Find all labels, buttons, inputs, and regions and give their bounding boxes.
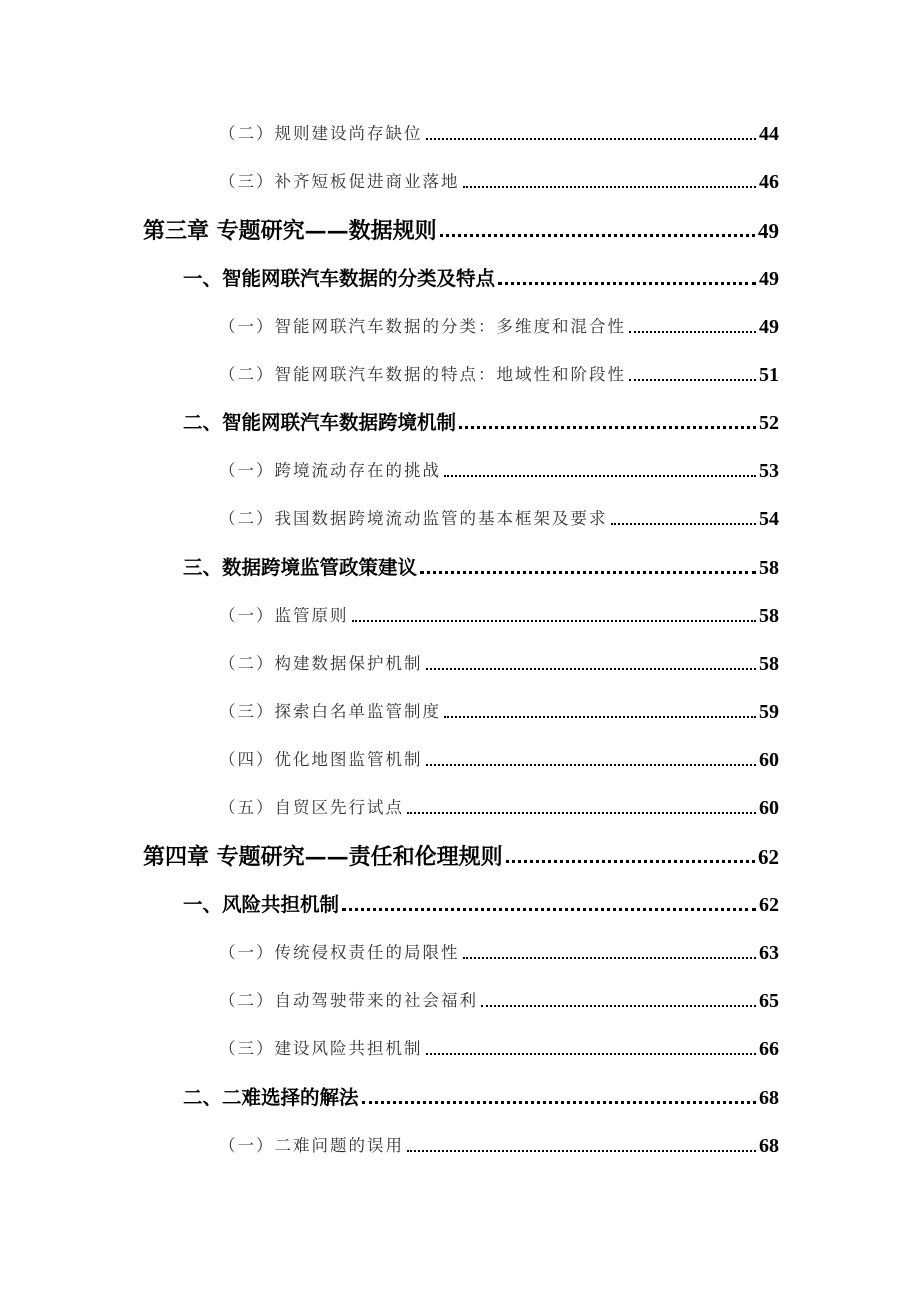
dot-leader: [440, 234, 755, 237]
toc-entry-page: 59: [759, 701, 779, 723]
toc-entry-page: 68: [759, 1087, 779, 1109]
toc-entry-title: （一）跨境流动存在的挑战: [219, 461, 441, 480]
toc-entry[interactable]: [219, 745, 779, 775]
toc-entry-page: 49: [758, 219, 779, 243]
toc-entry[interactable]: [219, 456, 779, 486]
toc-entry-title: （二）构建数据保护机制: [219, 654, 423, 673]
toc-entry-title: 二、二难选择的解法: [183, 1086, 359, 1109]
toc-entry[interactable]: [219, 312, 779, 342]
toc-entry-page: 52: [759, 412, 779, 434]
toc-entry-page: 49: [759, 268, 779, 290]
toc-entry-page: 60: [759, 797, 779, 819]
dot-leader: [426, 668, 757, 670]
dot-leader: [342, 908, 756, 911]
toc-entry[interactable]: [219, 167, 779, 197]
toc-entry[interactable]: [219, 601, 779, 631]
toc-entry-page: 51: [759, 364, 779, 386]
toc-entry[interactable]: [183, 1083, 779, 1113]
toc-entry-title: 第四章 专题研究——责任和伦理规则: [143, 844, 503, 870]
toc-entry[interactable]: [143, 216, 779, 246]
toc-entry-page: 65: [759, 990, 779, 1012]
toc-entry-title: 第三章 专题研究——数据规则: [143, 218, 437, 244]
toc-entry-title: （三）建设风险共担机制: [219, 1039, 423, 1058]
toc-entry-page: 60: [759, 749, 779, 771]
toc-entry-title: 二、智能网联汽车数据跨境机制: [183, 411, 457, 434]
toc-entry-title: 三、数据跨境监管政策建议: [183, 556, 418, 579]
dot-leader: [463, 957, 757, 959]
dot-leader: [444, 475, 756, 477]
dot-leader: [463, 186, 757, 188]
toc-entry-page: 53: [759, 460, 779, 482]
dot-leader: [362, 1101, 756, 1104]
toc-entry-title: （一）传统侵权责任的局限性: [219, 943, 460, 962]
dot-leader: [481, 1005, 756, 1007]
toc-entry-page: 63: [759, 942, 779, 964]
dot-leader: [444, 716, 756, 718]
toc-entry[interactable]: [219, 1131, 779, 1161]
toc-entry-page: 44: [759, 123, 779, 145]
dot-leader: [426, 138, 757, 140]
toc-entry-title: （二）智能网联汽车数据的特点：地域性和阶段性: [219, 365, 626, 384]
toc-entry-page: 49: [759, 316, 779, 338]
toc-entry-title: （一）二难问题的误用: [219, 1136, 404, 1155]
dot-leader: [629, 331, 756, 333]
dot-leader: [629, 379, 756, 381]
toc-entry[interactable]: [183, 408, 779, 438]
dot-leader: [352, 620, 757, 622]
toc-entry[interactable]: [183, 890, 779, 920]
toc-entry-page: 66: [759, 1038, 779, 1060]
toc-entry[interactable]: [219, 360, 779, 390]
toc-entry-page: 62: [758, 845, 779, 869]
dot-leader: [611, 523, 757, 525]
toc-entry-title: （五）自贸区先行试点: [219, 798, 404, 817]
toc-entry[interactable]: [219, 1034, 779, 1064]
toc-entry[interactable]: [219, 938, 779, 968]
toc-entry[interactable]: [219, 697, 779, 727]
toc-entry-title: （二）自动驾驶带来的社会福利: [219, 991, 478, 1010]
dot-leader: [506, 860, 755, 863]
dot-leader: [420, 571, 756, 574]
dot-leader: [426, 1053, 757, 1055]
toc-entry-title: 一、风险共担机制: [183, 893, 340, 916]
toc-entry-title: 一、智能网联汽车数据的分类及特点: [183, 267, 496, 290]
dot-leader: [426, 764, 757, 766]
toc-entry[interactable]: [219, 504, 779, 534]
toc-entry-page: 68: [759, 1135, 779, 1157]
toc-entry-page: 58: [759, 605, 779, 627]
toc-entry[interactable]: [183, 553, 779, 583]
dot-leader: [498, 282, 756, 285]
toc-entry-title: （四）优化地图监管机制: [219, 750, 423, 769]
toc-entry-title: （三）补齐短板促进商业落地: [219, 172, 460, 191]
toc-entry-title: （一）智能网联汽车数据的分类：多维度和混合性: [219, 317, 626, 336]
toc-entry-page: 58: [759, 557, 779, 579]
toc-entry-page: 46: [759, 171, 779, 193]
toc-entry[interactable]: [219, 649, 779, 679]
toc-entry[interactable]: [183, 264, 779, 294]
toc-entry-title: （二）规则建设尚存缺位: [219, 124, 423, 143]
toc-entry[interactable]: [143, 842, 779, 872]
dot-leader: [407, 812, 756, 814]
toc-entry-page: 54: [759, 508, 779, 530]
toc-entry-title: （三）探索白名单监管制度: [219, 702, 441, 721]
toc-entry-page: 62: [759, 894, 779, 916]
toc-entry-title: （二）我国数据跨境流动监管的基本框架及要求: [219, 509, 608, 528]
toc-entry[interactable]: [219, 986, 779, 1016]
dot-leader: [407, 1150, 756, 1152]
toc-entry-page: 58: [759, 653, 779, 675]
toc-entry-title: （一）监管原则: [219, 606, 349, 625]
toc-entry[interactable]: [219, 119, 779, 149]
dot-leader: [459, 426, 756, 429]
toc-entry[interactable]: [219, 793, 779, 823]
